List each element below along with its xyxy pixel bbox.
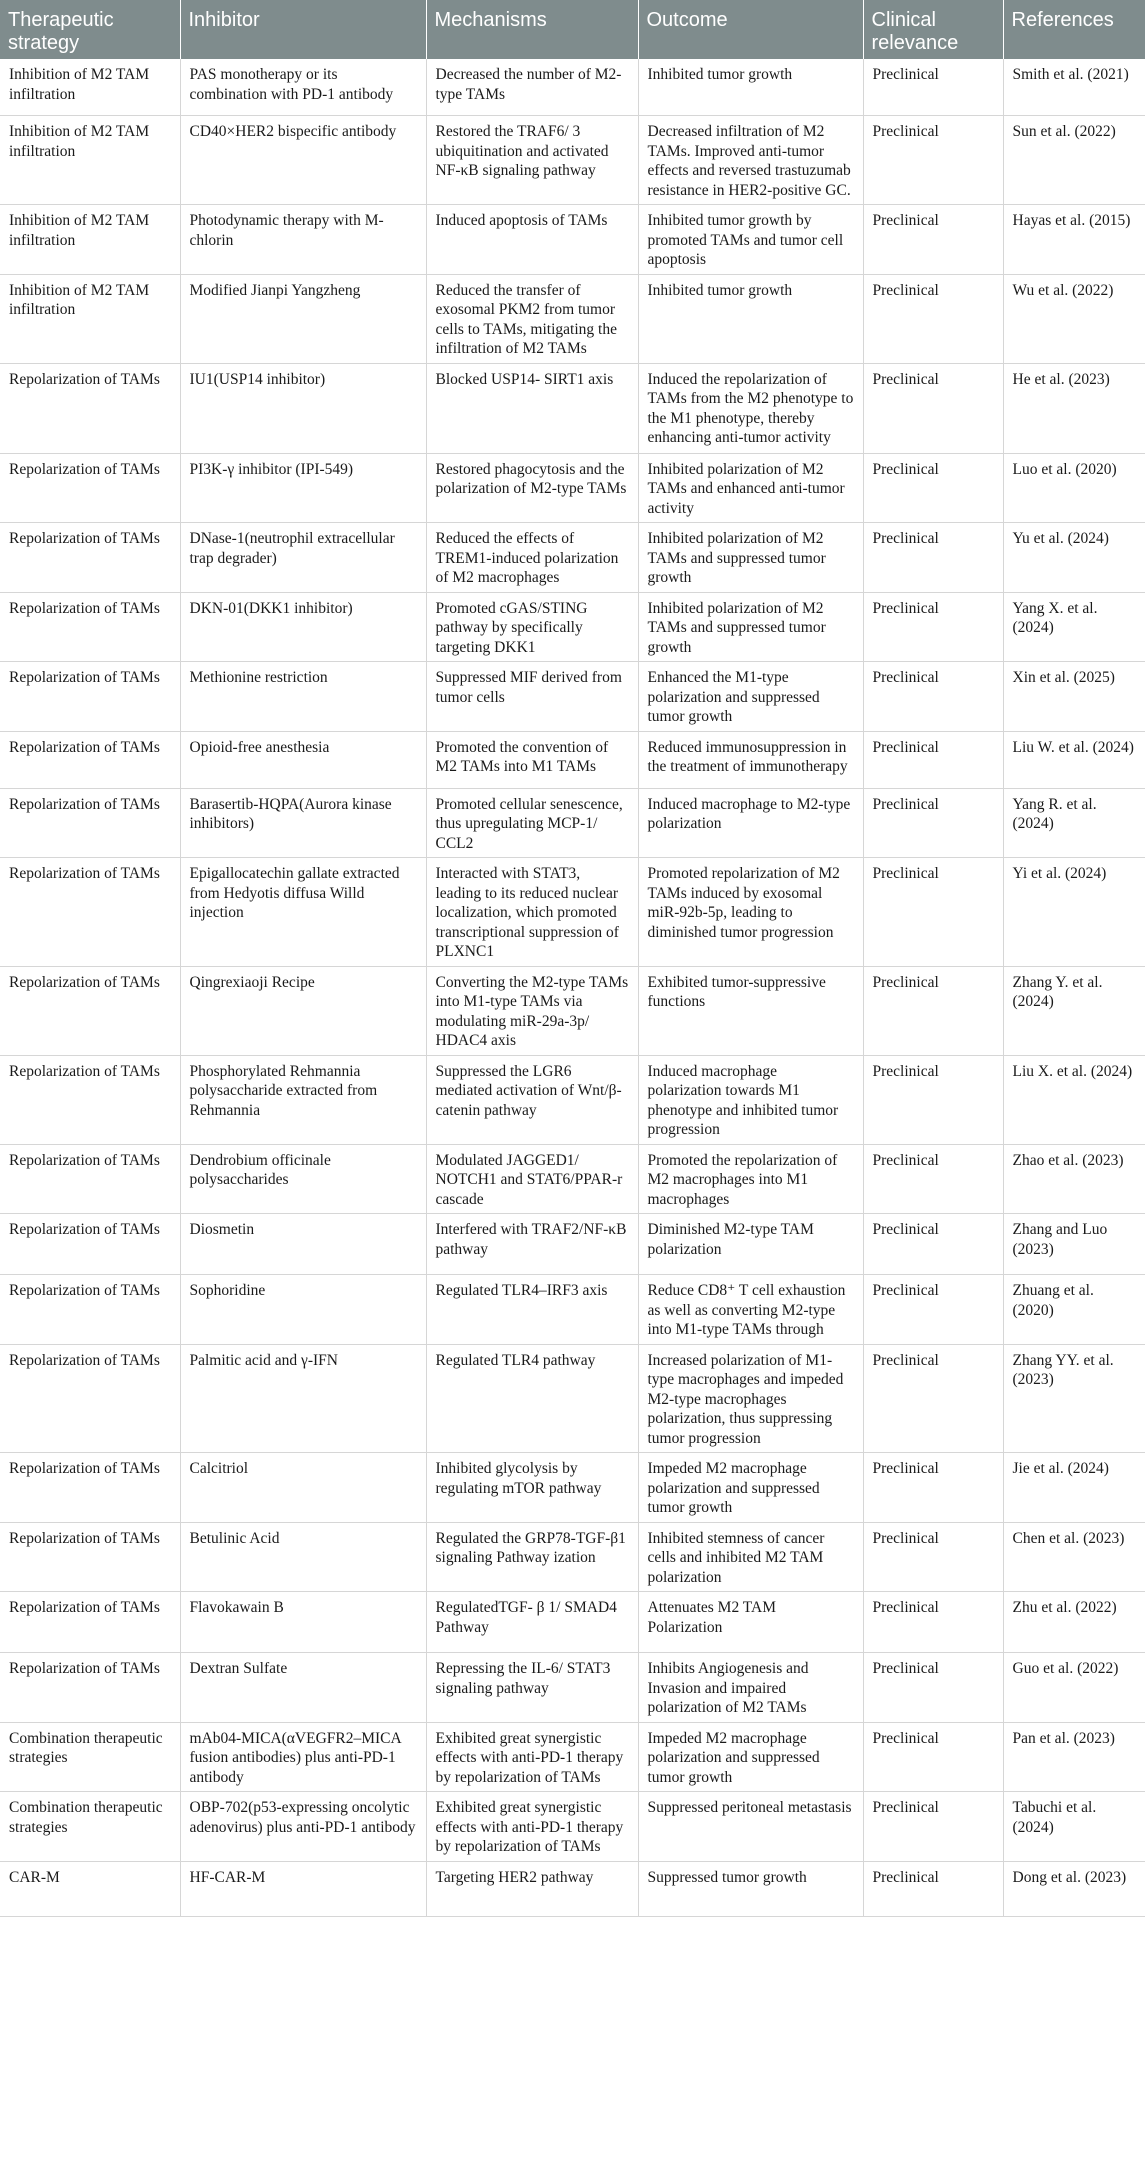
outcome-cell: Inhibited tumor growth [638, 59, 863, 116]
strategy-cell: Repolarization of TAMs [0, 1522, 180, 1592]
mechanism-cell: Repressing the IL-6/ STAT3 signaling pathway [426, 1653, 638, 1723]
outcome-cell: Inhibits Angiogenesis and Invasion and impaired polarization of M2 TAMs [638, 1653, 863, 1723]
outcome-cell: Inhibited stemness of cancer cells and inhibited M2 TAM polarization [638, 1522, 863, 1592]
clinical-relevance-cell: Preclinical [863, 1214, 1003, 1275]
table-row [0, 59, 1145, 116]
table-row [0, 1453, 1145, 1523]
inhibitor-cell: Diosmetin [180, 1214, 426, 1275]
table-row [0, 274, 1145, 363]
mechanism-cell: Promoted cGAS/STING pathway by specifically targeting DKK1 [426, 592, 638, 662]
mechanism-cell: Interacted with STAT3, leading to its reduced nuclear localization, which promoted transcriptional suppression of PLXNC1 [426, 858, 638, 967]
table-row [0, 731, 1145, 788]
reference-cell: Sun et al. (2022) [1003, 116, 1145, 205]
clinical-relevance-cell: Preclinical [863, 1653, 1003, 1723]
strategy-cell: Repolarization of TAMs [0, 858, 180, 967]
strategy-cell: Inhibition of M2 TAM infiltration [0, 205, 180, 275]
table-row [0, 788, 1145, 858]
strategy-cell: Combination therapeutic strategies [0, 1792, 180, 1862]
strategy-cell: Repolarization of TAMs [0, 788, 180, 858]
header-outcome: Outcome [638, 0, 863, 59]
reference-cell: Tabuchi et al. (2024) [1003, 1792, 1145, 1862]
clinical-relevance-cell: Preclinical [863, 592, 1003, 662]
clinical-relevance-cell: Preclinical [863, 116, 1003, 205]
strategy-cell: Repolarization of TAMs [0, 1592, 180, 1653]
mechanism-cell: Reduced the effects of TREM1-induced polarization of M2 macrophages [426, 523, 638, 593]
mechanism-cell: Suppressed the LGR6 mediated activation of Wnt/β-catenin pathway [426, 1055, 638, 1144]
reference-cell: Chen et al. (2023) [1003, 1522, 1145, 1592]
outcome-cell: Exhibited tumor-suppressive functions [638, 966, 863, 1055]
inhibitor-cell: Phosphorylated Rehmannia polysaccharide extracted from Rehmannia [180, 1055, 426, 1144]
inhibitor-cell: Epigallocatechin gallate extracted from Hedyotis diffusa Willd injection [180, 858, 426, 967]
table-body [0, 59, 1145, 1916]
table-row [0, 1722, 1145, 1792]
outcome-cell: Reduced immunosuppression in the treatment of immunotherapy [638, 731, 863, 788]
reference-cell: He et al. (2023) [1003, 363, 1145, 453]
reference-cell: Wu et al. (2022) [1003, 274, 1145, 363]
reference-cell: Dong et al. (2023) [1003, 1861, 1145, 1916]
table-row [0, 363, 1145, 453]
clinical-relevance-cell: Preclinical [863, 1522, 1003, 1592]
strategy-cell: Repolarization of TAMs [0, 1275, 180, 1345]
strategy-cell: Inhibition of M2 TAM infiltration [0, 274, 180, 363]
inhibitor-cell: Betulinic Acid [180, 1522, 426, 1592]
table-row [0, 523, 1145, 593]
clinical-relevance-cell: Preclinical [863, 205, 1003, 275]
mechanism-cell: Exhibited great synergistic effects with anti-PD-1 therapy by repolarization of TAMs [426, 1722, 638, 1792]
header-references: References [1003, 0, 1145, 59]
inhibitor-cell: Calcitriol [180, 1453, 426, 1523]
inhibitor-cell: Barasertib-HQPA(Aurora kinase inhibitors) [180, 788, 426, 858]
outcome-cell: Impeded M2 macrophage polarization and suppressed tumor growth [638, 1453, 863, 1523]
table-header-row [0, 0, 1145, 59]
mechanism-cell: Interfered with TRAF2/NF-κB pathway [426, 1214, 638, 1275]
strategy-cell: Inhibition of M2 TAM infiltration [0, 59, 180, 116]
reference-cell: Zhang YY. et al. (2023) [1003, 1344, 1145, 1453]
outcome-cell: Suppressed peritoneal metastasis [638, 1792, 863, 1862]
clinical-relevance-cell: Preclinical [863, 788, 1003, 858]
reference-cell: Yang R. et al. (2024) [1003, 788, 1145, 858]
outcome-cell: Induced the repolarization of TAMs from the M2 phenotype to the M1 phenotype, thereby enhancing anti-tumor activity [638, 363, 863, 453]
strategy-cell: Repolarization of TAMs [0, 731, 180, 788]
mechanism-cell: Regulated TLR4 pathway [426, 1344, 638, 1453]
outcome-cell: Reduce CD8⁺ T cell exhaustion as well as converting M2-type into M1-type TAMs through [638, 1275, 863, 1345]
outcome-cell: Inhibited polarization of M2 TAMs and enhanced anti-tumor activity [638, 453, 863, 523]
outcome-cell: Promoted the repolarization of M2 macrophages into M1 macrophages [638, 1144, 863, 1214]
clinical-relevance-cell: Preclinical [863, 1861, 1003, 1916]
inhibitor-cell: HF-CAR-M [180, 1861, 426, 1916]
mechanism-cell: Blocked USP14- SIRT1 axis [426, 363, 638, 453]
table-row [0, 205, 1145, 275]
mechanism-cell: Regulated the GRP78-TGF-β1 signaling Pathway ization [426, 1522, 638, 1592]
inhibitor-cell: Qingrexiaoji Recipe [180, 966, 426, 1055]
mechanism-cell: Reduced the transfer of exosomal PKM2 from tumor cells to TAMs, mitigating the infiltration of M2 TAMs [426, 274, 638, 363]
inhibitor-cell: Modified Jianpi Yangzheng [180, 274, 426, 363]
outcome-cell: Inhibited tumor growth by promoted TAMs and tumor cell apoptosis [638, 205, 863, 275]
inhibitor-cell: Dextran Sulfate [180, 1653, 426, 1723]
outcome-cell: Impeded M2 macrophage polarization and suppressed tumor growth [638, 1722, 863, 1792]
strategy-cell: Inhibition of M2 TAM infiltration [0, 116, 180, 205]
outcome-cell: Enhanced the M1-type polarization and suppressed tumor growth [638, 662, 863, 732]
clinical-relevance-cell: Preclinical [863, 1344, 1003, 1453]
table-row [0, 1344, 1145, 1453]
strategy-cell: Repolarization of TAMs [0, 662, 180, 732]
clinical-relevance-cell: Preclinical [863, 1055, 1003, 1144]
strategy-cell: Repolarization of TAMs [0, 592, 180, 662]
clinical-relevance-cell: Preclinical [863, 731, 1003, 788]
clinical-relevance-cell: Preclinical [863, 523, 1003, 593]
strategy-cell: Repolarization of TAMs [0, 1214, 180, 1275]
clinical-relevance-cell: Preclinical [863, 1592, 1003, 1653]
reference-cell: Zhu et al. (2022) [1003, 1592, 1145, 1653]
clinical-relevance-cell: Preclinical [863, 858, 1003, 967]
clinical-relevance-cell: Preclinical [863, 1453, 1003, 1523]
strategy-cell: Combination therapeutic strategies [0, 1722, 180, 1792]
strategy-cell: Repolarization of TAMs [0, 1144, 180, 1214]
strategy-cell: Repolarization of TAMs [0, 1453, 180, 1523]
table-row [0, 858, 1145, 967]
inhibitor-cell: DKN-01(DKK1 inhibitor) [180, 592, 426, 662]
mechanism-cell: RegulatedTGF- β 1/ SMAD4 Pathway [426, 1592, 638, 1653]
inhibitor-cell: CD40×HER2 bispecific antibody [180, 116, 426, 205]
header-therapeutic-strategy: Therapeutic strategy [0, 0, 180, 59]
outcome-cell: Decreased infiltration of M2 TAMs. Improved anti-tumor effects and reversed trastuzumab resistance in HER2-positive GC. [638, 116, 863, 205]
mechanism-cell: Modulated JAGGED1/ NOTCH1 and STAT6/PPAR-r cascade [426, 1144, 638, 1214]
clinical-relevance-cell: Preclinical [863, 1144, 1003, 1214]
reference-cell: Zhang Y. et al. (2024) [1003, 966, 1145, 1055]
inhibitor-cell: Methionine restriction [180, 662, 426, 732]
inhibitor-cell: Photodynamic therapy with M-chlorin [180, 205, 426, 275]
inhibitor-cell: mAb04-MICA(αVEGFR2–MICA fusion antibodies) plus anti-PD-1 antibody [180, 1722, 426, 1792]
strategy-cell: Repolarization of TAMs [0, 363, 180, 453]
clinical-relevance-cell: Preclinical [863, 274, 1003, 363]
table-row [0, 1214, 1145, 1275]
outcome-cell: Induced macrophage polarization towards M1 phenotype and inhibited tumor progression [638, 1055, 863, 1144]
clinical-relevance-cell: Preclinical [863, 662, 1003, 732]
table-row [0, 453, 1145, 523]
outcome-cell: Inhibited polarization of M2 TAMs and suppressed tumor growth [638, 523, 863, 593]
clinical-relevance-cell: Preclinical [863, 453, 1003, 523]
reference-cell: Zhao et al. (2023) [1003, 1144, 1145, 1214]
outcome-cell: Diminished M2-type TAM polarization [638, 1214, 863, 1275]
table-row [0, 592, 1145, 662]
clinical-relevance-cell: Preclinical [863, 1275, 1003, 1345]
inhibitor-cell: PAS monotherapy or its combination with PD-1 antibody [180, 59, 426, 116]
reference-cell: Yu et al. (2024) [1003, 523, 1145, 593]
mechanism-cell: Restored the TRAF6/ 3 ubiquitination and activated NF-κB signaling pathway [426, 116, 638, 205]
outcome-cell: Induced macrophage to M2-type polarization [638, 788, 863, 858]
table-row [0, 1592, 1145, 1653]
strategy-cell: Repolarization of TAMs [0, 1653, 180, 1723]
reference-cell: Liu W. et al. (2024) [1003, 731, 1145, 788]
mechanism-cell: Suppressed MIF derived from tumor cells [426, 662, 638, 732]
mechanism-cell: Induced apoptosis of TAMs [426, 205, 638, 275]
mechanism-cell: Converting the M2-type TAMs into M1-type TAMs via modulating miR-29a-3p/ HDAC4 axis [426, 966, 638, 1055]
outcome-cell: Suppressed tumor growth [638, 1861, 863, 1916]
inhibitor-cell: PI3K-γ inhibitor (IPI-549) [180, 453, 426, 523]
reference-cell: Smith et al. (2021) [1003, 59, 1145, 116]
mechanism-cell: Inhibited glycolysis by regulating mTOR pathway [426, 1453, 638, 1523]
strategy-cell: Repolarization of TAMs [0, 1344, 180, 1453]
table-row [0, 1055, 1145, 1144]
reference-cell: Yi et al. (2024) [1003, 858, 1145, 967]
header-clinical-relevance: Clinical relevance [863, 0, 1003, 59]
clinical-relevance-cell: Preclinical [863, 966, 1003, 1055]
inhibitor-cell: Opioid-free anesthesia [180, 731, 426, 788]
reference-cell: Yang X. et al. (2024) [1003, 592, 1145, 662]
table-row [0, 966, 1145, 1055]
reference-cell: Jie et al. (2024) [1003, 1453, 1145, 1523]
table-row [0, 1653, 1145, 1723]
inhibitor-cell: Sophoridine [180, 1275, 426, 1345]
table-row [0, 1144, 1145, 1214]
inhibitor-cell: Dendrobium officinale polysaccharides [180, 1144, 426, 1214]
inhibitor-cell: OBP-702(p53-expressing oncolytic adenovirus) plus anti-PD-1 antibody [180, 1792, 426, 1862]
outcome-cell: Promoted repolarization of M2 TAMs induced by exosomal miR-92b-5p, leading to diminished tumor progression [638, 858, 863, 967]
mechanism-cell: Restored phagocytosis and the polarization of M2-type TAMs [426, 453, 638, 523]
outcome-cell: Inhibited tumor growth [638, 274, 863, 363]
outcome-cell: Increased polarization of M1-type macrophages and impeded M2-type macrophages polarization, thus suppressing tumor progression [638, 1344, 863, 1453]
clinical-relevance-cell: Preclinical [863, 1792, 1003, 1862]
mechanism-cell: Targeting HER2 pathway [426, 1861, 638, 1916]
inhibitor-cell: Flavokawain B [180, 1592, 426, 1653]
reference-cell: Guo et al. (2022) [1003, 1653, 1145, 1723]
strategy-cell: Repolarization of TAMs [0, 966, 180, 1055]
outcome-cell: Attenuates M2 TAM Polarization [638, 1592, 863, 1653]
reference-cell: Pan et al. (2023) [1003, 1722, 1145, 1792]
table-row [0, 662, 1145, 732]
clinical-relevance-cell: Preclinical [863, 363, 1003, 453]
inhibitor-cell: IU1(USP14 inhibitor) [180, 363, 426, 453]
strategy-cell: Repolarization of TAMs [0, 1055, 180, 1144]
strategy-cell: Repolarization of TAMs [0, 523, 180, 593]
mechanism-cell: Regulated TLR4–IRF3 axis [426, 1275, 638, 1345]
table-row [0, 1792, 1145, 1862]
outcome-cell: Inhibited polarization of M2 TAMs and suppressed tumor growth [638, 592, 863, 662]
header-inhibitor: Inhibitor [180, 0, 426, 59]
table-row [0, 1522, 1145, 1592]
reference-cell: Luo et al. (2020) [1003, 453, 1145, 523]
table-row [0, 1275, 1145, 1345]
table-row [0, 116, 1145, 205]
reference-cell: Liu X. et al. (2024) [1003, 1055, 1145, 1144]
mechanism-cell: Decreased the number of M2-type TAMs [426, 59, 638, 116]
inhibitor-cell: DNase-1(neutrophil extracellular trap degrader) [180, 523, 426, 593]
table-row [0, 1861, 1145, 1916]
header-mechanisms: Mechanisms [426, 0, 638, 59]
mechanism-cell: Promoted cellular senescence, thus upregulating MCP-1/ CCL2 [426, 788, 638, 858]
reference-cell: Xin et al. (2025) [1003, 662, 1145, 732]
clinical-relevance-cell: Preclinical [863, 59, 1003, 116]
strategy-cell: Repolarization of TAMs [0, 453, 180, 523]
reference-cell: Zhang and Luo (2023) [1003, 1214, 1145, 1275]
reference-cell: Zhuang et al. (2020) [1003, 1275, 1145, 1345]
strategy-cell: CAR-M [0, 1861, 180, 1916]
inhibitor-cell: Palmitic acid and γ-IFN [180, 1344, 426, 1453]
clinical-relevance-cell: Preclinical [863, 1722, 1003, 1792]
mechanism-cell: Exhibited great synergistic effects with anti-PD-1 therapy by repolarization of TAMs [426, 1792, 638, 1862]
reference-cell: Hayas et al. (2015) [1003, 205, 1145, 275]
mechanism-cell: Promoted the convention of M2 TAMs into M1 TAMs [426, 731, 638, 788]
